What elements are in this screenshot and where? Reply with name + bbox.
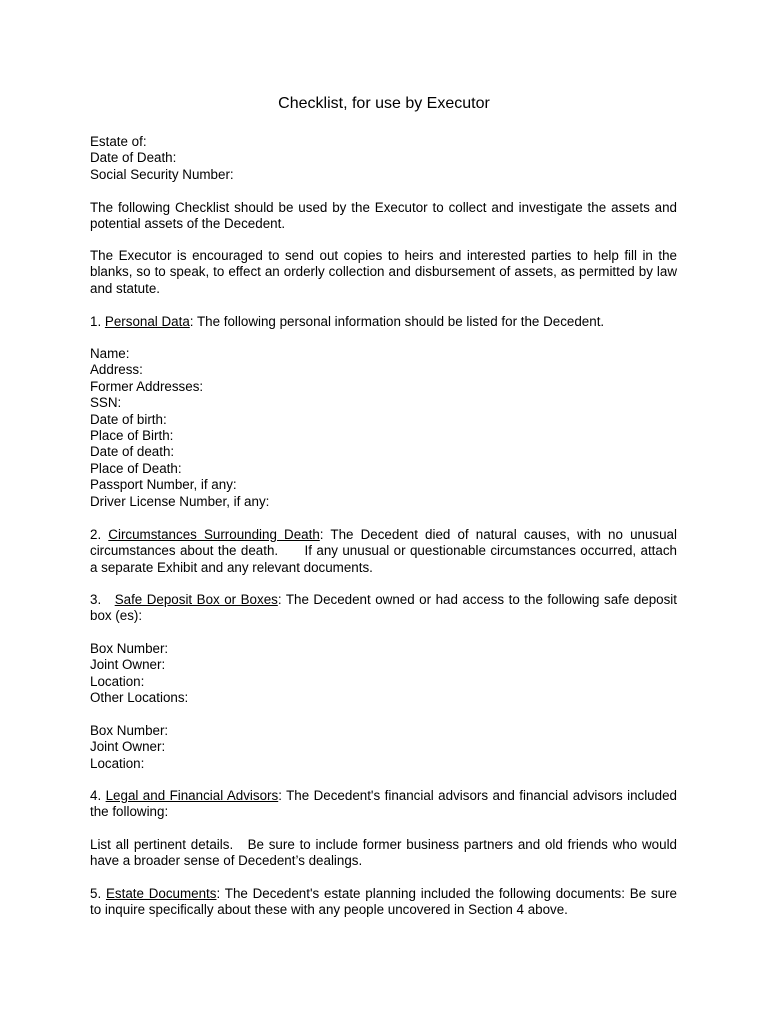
- field-former-addresses: Former Addresses:: [90, 378, 204, 394]
- intro-paragraph-1-text: The following Checklist should be used by the Executor to collect and investigate the assets and potential assets of the Decedent.: [90, 200, 677, 232]
- section-5-paragraph: [90, 886, 677, 919]
- field-passport-number: Passport Number, if any:: [90, 477, 237, 493]
- section-1: [90, 314, 677, 330]
- intro-paragraph-2-text: The Executor is encouraged to send out copies to heirs and interested parties to help fill in the blanks, so to speak, to effect an orderly collection and disbursement of assets, as permitted by law and statute.: [90, 248, 677, 296]
- section-4-number: 4.: [90, 788, 102, 803]
- section-1-number: 1.: [90, 314, 102, 329]
- section-2-paragraph: [90, 527, 677, 576]
- box-number-label: Box Number:: [90, 723, 169, 738]
- field-place-of-birth: Place of Birth:: [90, 428, 174, 444]
- intro-paragraph-2: [90, 248, 677, 297]
- deposit-box-fields-2: [90, 723, 677, 772]
- section-3-text: : The Decedent owned or had access to the following safe deposit box (es):: [90, 592, 677, 624]
- section-1-heading: Personal Data: [104, 314, 190, 329]
- intro-paragraph-1: [90, 200, 677, 233]
- section-4: [90, 788, 677, 821]
- section-3-heading: Safe Deposit Box or Boxes: [114, 592, 278, 607]
- joint-owner-label: Joint Owner:: [90, 739, 166, 755]
- personal-data-fields: [90, 346, 677, 510]
- date-of-death-label: Date of Death:: [90, 150, 177, 166]
- joint-owner-label: Joint Owner:: [90, 657, 166, 673]
- location-label: Location:: [90, 755, 145, 771]
- section-4-paragraph: [90, 788, 677, 821]
- section-4-text: : The Decedent's financial advisors and financial advisors included the following:: [90, 788, 677, 820]
- field-name: Name:: [90, 346, 130, 361]
- box-number-label: Box Number:: [90, 641, 169, 656]
- field-ssn: SSN:: [90, 395, 122, 411]
- location-label: Location:: [90, 673, 145, 689]
- section-2: [90, 527, 677, 576]
- section-5-heading: Estate Documents: [105, 886, 217, 901]
- section-3-number: 3.: [90, 592, 102, 607]
- field-place-of-death: Place of Death:: [90, 460, 182, 476]
- section-1-text: : The following personal information should be listed for the Decedent.: [189, 314, 605, 329]
- section-4-heading: Legal and Financial Advisors: [105, 788, 279, 803]
- field-date-of-death: Date of death:: [90, 444, 175, 460]
- section-2-heading: Circumstances Surrounding Death: [108, 527, 320, 542]
- section-3-paragraph: [90, 592, 677, 625]
- other-locations-label: Other Locations:: [90, 690, 189, 706]
- estate-header-fields: [90, 134, 677, 183]
- section-3: [90, 592, 677, 625]
- section-5-text: : The Decedent's estate planning included the following documents: Be sure to inquire specifically about these with any people uncovered in Section 4 above.: [90, 886, 677, 918]
- section-1-intro: [90, 314, 677, 330]
- section-4-note: [90, 837, 677, 870]
- ssn-label: Social Security Number:: [90, 166, 234, 182]
- section-5-number: 5.: [90, 886, 102, 901]
- section-2-text: : The Decedent died of natural causes, with no unusual circumstances about the death. If any unusual or questionable circumstances occurred, attach a separate Exhibit and any relevant documents.: [90, 527, 677, 575]
- field-address: Address:: [90, 362, 143, 378]
- section-4-note-text: List all pertinent details. Be sure to include former business partners and old friends who would have a broader sense of Decedent’s dealings.: [90, 837, 677, 869]
- field-driver-license: Driver License Number, if any:: [90, 493, 270, 509]
- section-5: [90, 886, 677, 919]
- section-2-number: 2.: [90, 527, 102, 542]
- estate-of-label: Estate of:: [90, 134, 147, 149]
- field-date-of-birth: Date of birth:: [90, 411, 167, 427]
- deposit-box-fields-1: [90, 641, 677, 707]
- document-title: Checklist, for use by Executor: [278, 95, 490, 112]
